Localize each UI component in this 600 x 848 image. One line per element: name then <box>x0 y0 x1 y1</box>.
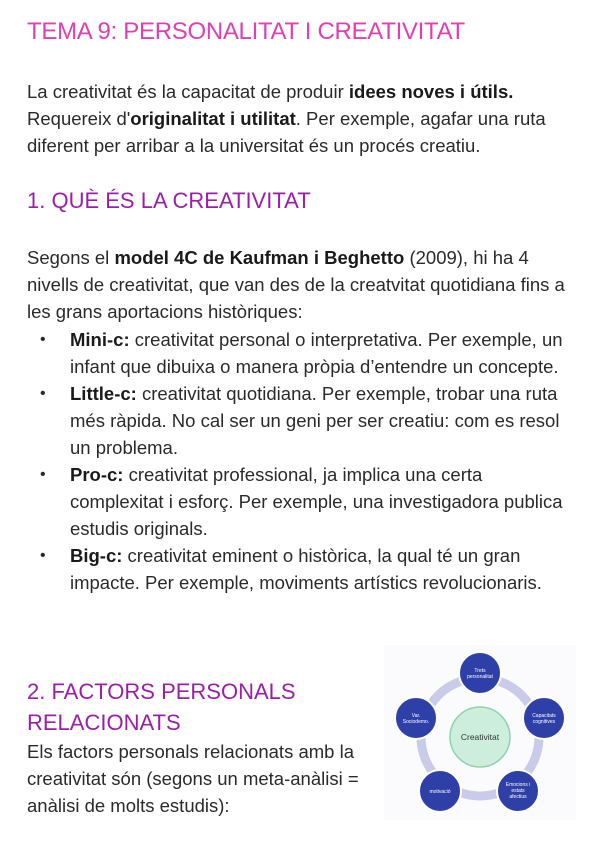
section-1-text-1: Segons el <box>27 247 115 268</box>
diagram-node-label: Var. Sociodemo. <box>402 713 430 725</box>
bullet: • <box>40 547 46 564</box>
bullet: • <box>40 385 46 402</box>
intro-text-1: La creativitat és la capacitat de produir <box>27 81 349 102</box>
section-1-text-2: (2009), hi ha 4 nivells de creativitat, que van des de la creatvitat quotidiana fins a les grans aportacions històriques: <box>27 247 565 322</box>
list-item-text: creativitat professional, ja implica una certa complexitat i esforç. Per exemple, una investigadora publica estudis originals. <box>70 464 563 539</box>
section-2-heading-line-1: 2. FACTORS PERSONALS <box>27 679 296 704</box>
list-item-term: Big-c: <box>70 545 123 566</box>
section-2-paragraph: Els factors personals relacionats amb la creativitat són (segons un meta-anàlisi = anàlisi de molts estudis): <box>27 741 359 816</box>
intro-bold-1: idees noves i útils. <box>348 81 514 102</box>
list-item-little-c <box>27 380 577 461</box>
list-item-pro-c <box>27 461 577 542</box>
list-item-big-c <box>27 542 577 596</box>
diagram-node-label: Capacitats cognitives <box>532 713 556 725</box>
diagram-svg <box>384 645 576 820</box>
diagram-center-label: Creativitat <box>460 732 500 742</box>
page-title: TEMA 9: PERSONALITAT I CREATIVITAT <box>27 18 465 45</box>
section-1-heading: 1. QUÈ ÉS LA CREATIVITAT <box>27 188 311 213</box>
section-1-paragraph <box>27 244 575 325</box>
list-item-mini-c <box>27 326 577 380</box>
bullet: • <box>40 466 46 483</box>
list-item-term: Mini-c: <box>70 329 130 350</box>
diagram-node-label: Trets personalitat <box>467 668 493 680</box>
list-item-text: creativitat personal o interpretativa. Per exemple, un infant que dibuixa o manera pròpia d’entendre un concepte. <box>70 329 563 377</box>
list-item-text: creativitat quotidiana. Per exemple, trobar una ruta més ràpida. No cal ser un geni per ser creatiu: com es resol un problema. <box>70 383 560 458</box>
bullet: • <box>40 331 46 348</box>
intro-paragraph <box>27 78 575 159</box>
creativity-levels-list <box>27 326 577 596</box>
list-item-term: Pro-c: <box>70 464 124 485</box>
intro-bold-2: originalitat i utilitat <box>130 108 296 129</box>
section-1-bold: model 4C de Kaufman i Beghetto <box>114 247 405 268</box>
diagram-node-label: motivació <box>429 789 451 795</box>
diagram-node-label: Emocions i estats afectius <box>505 782 531 800</box>
list-item-text: creativitat eminent o històrica, la qual té un gran impacte. Per exemple, moviments artístics revolucionaris. <box>70 545 542 593</box>
section-2-heading <box>27 676 296 738</box>
intro-text-2: Requereix d' <box>27 108 131 129</box>
section-2-heading-line-2: RELACIONATS <box>27 710 181 735</box>
intro-text-3: . Per exemple, agafar una ruta diferent per arribar a la universitat és un procés creatiu. <box>27 108 546 156</box>
list-item-term: Little-c: <box>70 383 137 404</box>
creativity-factors-diagram <box>384 645 576 820</box>
